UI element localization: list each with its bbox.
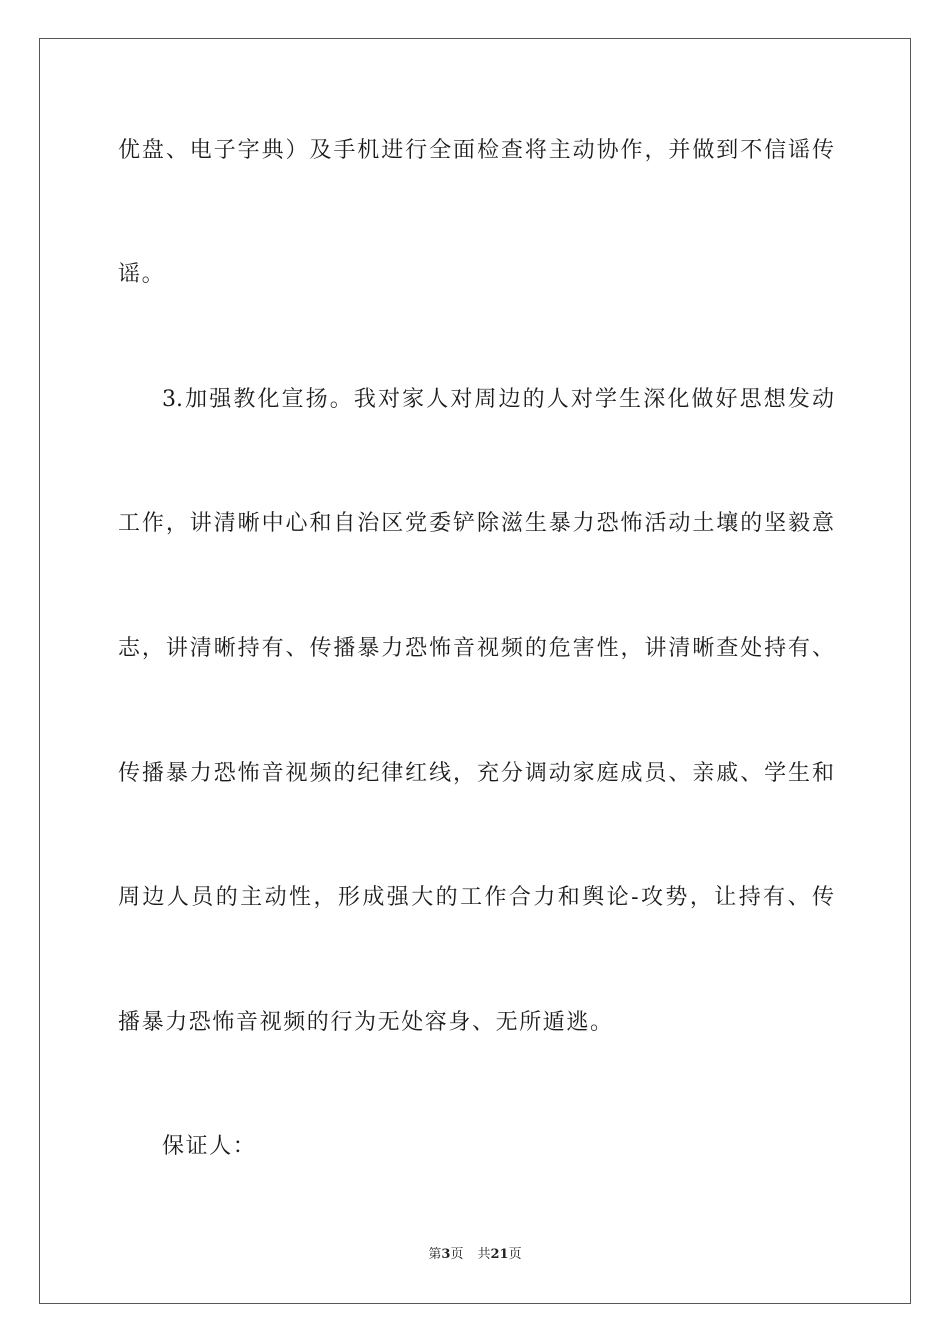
guarantor-label: 保证人： bbox=[162, 1134, 257, 1159]
page-prefix: 第 bbox=[428, 1247, 442, 1262]
page-suffix: 页 bbox=[450, 1247, 464, 1262]
page-footer bbox=[0, 1246, 950, 1264]
paragraph-3-line-3: 志，讲清晰持有、传播暴力恐怖音视频的危害性，讲清晰查处持有、 bbox=[118, 636, 834, 661]
paragraph-3-line-2: 工作，讲清晰中心和自治区党委铲除滋生暴力恐怖活动土壤的坚毅意 bbox=[118, 511, 834, 536]
paragraph-3-line-6: 播暴力恐怖音视频的行为无处容身、无所遁逃。 bbox=[118, 1010, 614, 1035]
total-pages: 21 bbox=[490, 1247, 509, 1262]
paragraph-3-line-1: 3.加强教化宣扬。我对家人对周边的人对学生深化做好思想发动 bbox=[162, 387, 834, 412]
total-prefix: 共 bbox=[477, 1247, 491, 1262]
paragraph-3-line-5: 周边人员的主动性，形成强大的工作合力和舆论-攻势，让持有、传 bbox=[118, 885, 834, 910]
page-border bbox=[39, 38, 911, 1304]
paragraph-3-line-4: 传播暴力恐怖音视频的纪律红线，充分调动家庭成员、亲戚、学生和 bbox=[118, 761, 834, 786]
page-number: 3 bbox=[441, 1247, 451, 1262]
body-line-2: 谣。 bbox=[118, 262, 166, 287]
total-suffix: 页 bbox=[508, 1247, 522, 1262]
body-line-1: 优盘、电子字典）及手机进行全面检查将主动协作，并做到不信谣传 bbox=[118, 138, 834, 163]
